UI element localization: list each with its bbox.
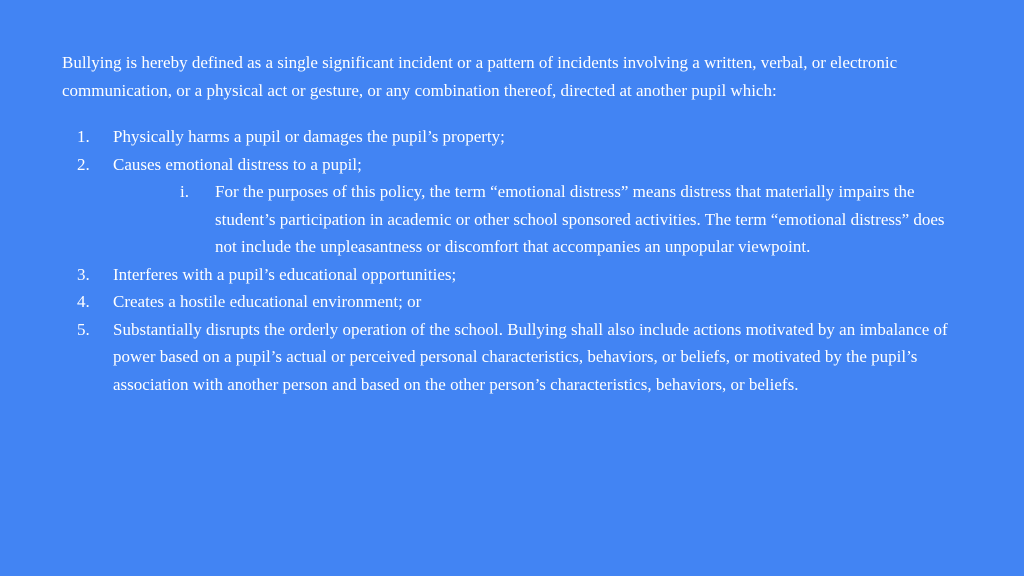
list-item-text: Physically harms a pupil or damages the pupil’s property; bbox=[113, 127, 505, 146]
list-item-number: 4. bbox=[77, 292, 90, 311]
list-subitem-text: For the purposes of this policy, the term “emotional distress” means distress that materially impairs the student’s participation in academic or other school sponsored activities. The term “emotional distress” does not include the unpleasantness or discomfort that accompanies an unpopular viewpoint. bbox=[215, 182, 945, 256]
list-item-3 bbox=[62, 261, 962, 289]
list-item-text: Causes emotional distress to a pupil; bbox=[113, 154, 362, 174]
intro-paragraph: Bullying is hereby defined as a single significant incident or a pattern of incidents involving a written, verbal, or electronic communication, or a physical act or gesture, or any combination thereof, directed at another pupil which: bbox=[62, 53, 898, 100]
list-item-2 bbox=[62, 151, 962, 179]
list-item-1 bbox=[62, 123, 962, 151]
list-item-number: 5. bbox=[77, 319, 90, 339]
list-item-number: 1. bbox=[77, 127, 90, 146]
list-subitem-i bbox=[62, 178, 962, 261]
list-item-number: 2. bbox=[77, 154, 90, 174]
list-item-text: Interferes with a pupil’s educational opportunities; bbox=[113, 264, 457, 284]
list-subitem-number: i. bbox=[180, 182, 189, 201]
slide-content bbox=[62, 49, 962, 398]
list-item-4 bbox=[62, 288, 962, 316]
numbered-list bbox=[62, 123, 962, 398]
list-item-5 bbox=[62, 316, 962, 399]
list-item-number: 3. bbox=[77, 264, 90, 284]
list-item-text: Substantially disrupts the orderly operation of the school. Bullying shall also include actions motivated by an imbalance of power based on a pupil’s actual or perceived personal characteristics, behaviors, or beliefs, or motivated by the pupil’s association with another person and based on the other person’s characteristics, behaviors, or beliefs. bbox=[113, 319, 948, 394]
list-item-text: Creates a hostile educational environment; or bbox=[113, 292, 422, 311]
